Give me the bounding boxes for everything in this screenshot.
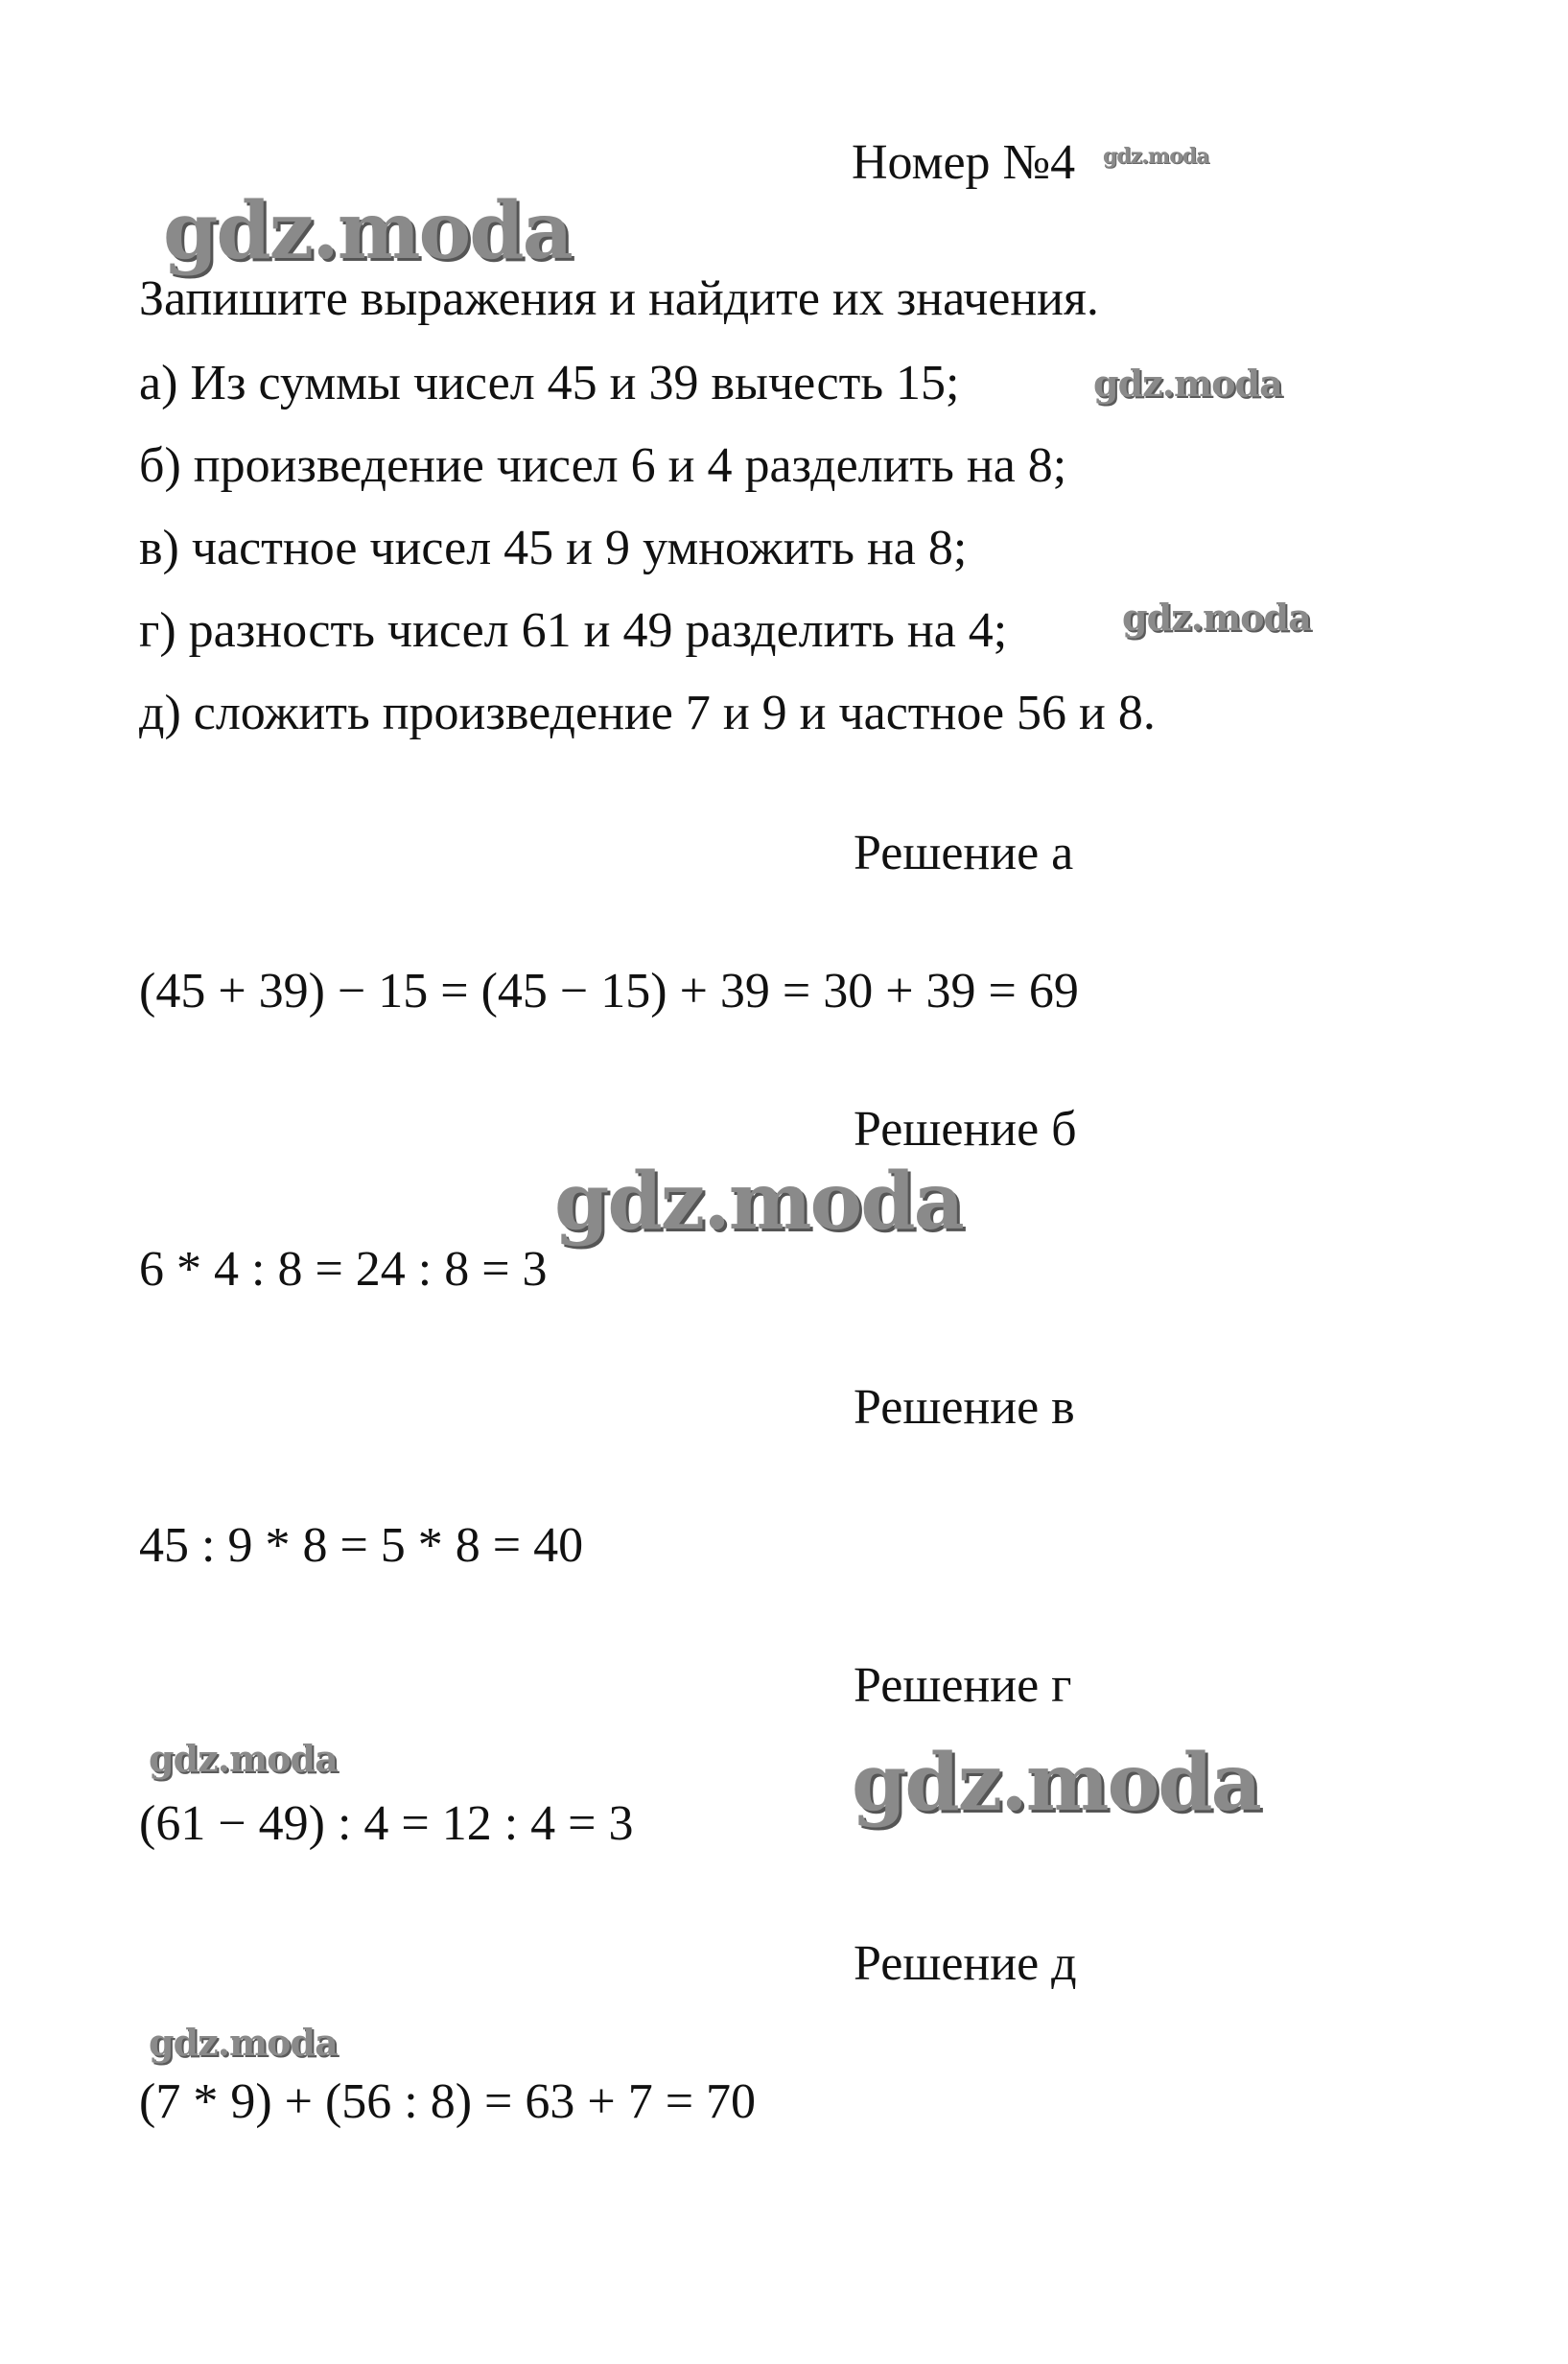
solution-g-heading: Решение г <box>854 1658 1072 1713</box>
solution-a-heading: Решение а <box>854 826 1074 880</box>
solution-v-heading: Решение в <box>854 1380 1075 1435</box>
watermark: gdz.moda <box>554 1156 963 1248</box>
task-prompt: Запишите выражения и найдите их значения. <box>139 271 1099 326</box>
task-item-a: а) Из суммы чисел 45 и 39 вычесть 15; <box>139 356 960 410</box>
watermark: gdz.moda <box>149 1737 338 1780</box>
solution-g-expression: (61 − 49) : 4 = 12 : 4 = 3 <box>139 1796 634 1851</box>
task-item-d: д) сложить произведение 7 и 9 и частное 56 и 8. <box>139 686 1156 740</box>
watermark: gdz.moda <box>149 2021 338 2064</box>
solution-v-expression: 45 : 9 * 8 = 5 * 8 = 40 <box>139 1518 584 1573</box>
solution-b-expression: 6 * 4 : 8 = 24 : 8 = 3 <box>139 1242 548 1297</box>
task-item-g: г) разность чисел 61 и 49 разделить на 4; <box>139 603 1008 658</box>
solution-d-heading: Решение д <box>854 1936 1077 1991</box>
solution-b-heading: Решение б <box>854 1102 1077 1157</box>
task-item-b: б) произведение чисел 6 и 4 разделить на 8; <box>139 438 1067 493</box>
watermark: gdz.moda <box>852 1737 1260 1829</box>
watermark: gdz.moda <box>1093 362 1282 405</box>
page-title: Номер №4 <box>852 135 1076 190</box>
watermark: gdz.moda <box>1103 144 1209 169</box>
solution-a-expression: (45 + 39) − 15 = (45 − 15) + 39 = 30 + 39 = 69 <box>139 964 1079 1018</box>
task-item-v: в) частное чисел 45 и 9 умножить на 8; <box>139 521 968 575</box>
watermark: gdz.moda <box>163 185 572 277</box>
watermark: gdz.moda <box>1122 596 1311 639</box>
solution-d-expression: (7 * 9) + (56 : 8) = 63 + 7 = 70 <box>139 2074 757 2129</box>
